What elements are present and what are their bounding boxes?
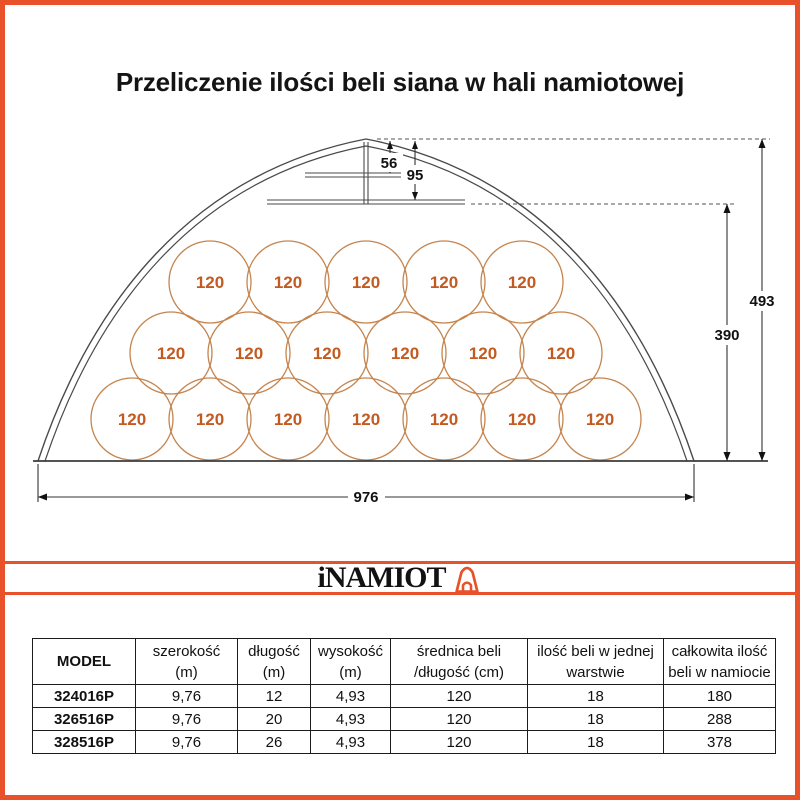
hay-bale-label: 120 bbox=[273, 272, 303, 292]
hay-bale-label: 120 bbox=[585, 409, 615, 429]
table-header-cell: ilość beli w jednej warstwie bbox=[528, 639, 664, 685]
table-row bbox=[33, 685, 776, 708]
table-header-cell: szerokość (m) bbox=[136, 639, 238, 685]
roof-frame bbox=[267, 142, 465, 204]
table-header-cell: całkowita ilość beli w namiocie bbox=[664, 639, 776, 685]
hay-bales-group bbox=[91, 241, 641, 460]
table-cell-model: 324016P bbox=[33, 685, 136, 708]
brand-band bbox=[5, 561, 795, 595]
table-cell: 120 bbox=[391, 685, 528, 708]
table-cell: 120 bbox=[391, 731, 528, 754]
dimension-label-95: 95 bbox=[406, 167, 424, 184]
table-cell-model: 328516P bbox=[33, 731, 136, 754]
table-cell: 120 bbox=[391, 708, 528, 731]
hay-bale-label: 120 bbox=[429, 272, 459, 292]
table-cell: 288 bbox=[664, 708, 776, 731]
table-cell: 18 bbox=[528, 685, 664, 708]
table-cell: 20 bbox=[238, 708, 311, 731]
tent-diagram bbox=[5, 5, 795, 550]
hay-bale-label: 120 bbox=[117, 409, 147, 429]
hay-bale-label: 120 bbox=[351, 272, 381, 292]
hay-bale-label: 120 bbox=[195, 272, 225, 292]
tent-icon bbox=[451, 562, 483, 594]
hay-bale-label: 120 bbox=[507, 272, 537, 292]
hay-bale-label: 120 bbox=[234, 343, 264, 363]
table-cell: 18 bbox=[528, 708, 664, 731]
table-header-cell: MODEL bbox=[33, 639, 136, 685]
hay-bale-label: 120 bbox=[351, 409, 381, 429]
table-row bbox=[33, 731, 776, 754]
hay-bale-label: 120 bbox=[429, 409, 459, 429]
table-cell: 4,93 bbox=[311, 731, 391, 754]
table-cell: 4,93 bbox=[311, 708, 391, 731]
page-title: Przeliczenie ilości beli siana w hali namiotowej bbox=[115, 67, 685, 97]
brand-logo-text: iNAMIOT bbox=[317, 561, 446, 594]
table-row bbox=[33, 708, 776, 731]
table-cell: 4,93 bbox=[311, 685, 391, 708]
table-cell: 26 bbox=[238, 731, 311, 754]
dimension-label-390: 390 bbox=[714, 327, 740, 344]
hay-bale-label: 120 bbox=[195, 409, 225, 429]
hay-bale-label: 120 bbox=[156, 343, 186, 363]
table-cell: 9,76 bbox=[136, 708, 238, 731]
hay-bale-label: 120 bbox=[507, 409, 537, 429]
hay-bale-label: 120 bbox=[273, 409, 303, 429]
table-cell: 9,76 bbox=[136, 685, 238, 708]
table-cell: 18 bbox=[528, 731, 664, 754]
hay-bale-label: 120 bbox=[312, 343, 342, 363]
table-cell: 9,76 bbox=[136, 731, 238, 754]
hay-bale-label: 120 bbox=[546, 343, 576, 363]
dimension-label-493: 493 bbox=[749, 293, 775, 310]
table-cell: 180 bbox=[664, 685, 776, 708]
table-header-cell: średnica beli /długość (cm) bbox=[391, 639, 528, 685]
hay-bale-label: 120 bbox=[390, 343, 420, 363]
table-cell: 378 bbox=[664, 731, 776, 754]
table-header-cell: wysokość (m) bbox=[311, 639, 391, 685]
table-cell-model: 326516P bbox=[33, 708, 136, 731]
hay-bale-label: 120 bbox=[468, 343, 498, 363]
table-cell: 12 bbox=[238, 685, 311, 708]
dimension-label-976: 976 bbox=[353, 489, 379, 506]
table-header-cell: długość (m) bbox=[238, 639, 311, 685]
spec-table bbox=[32, 638, 776, 754]
dimension-label-56: 56 bbox=[380, 155, 398, 172]
